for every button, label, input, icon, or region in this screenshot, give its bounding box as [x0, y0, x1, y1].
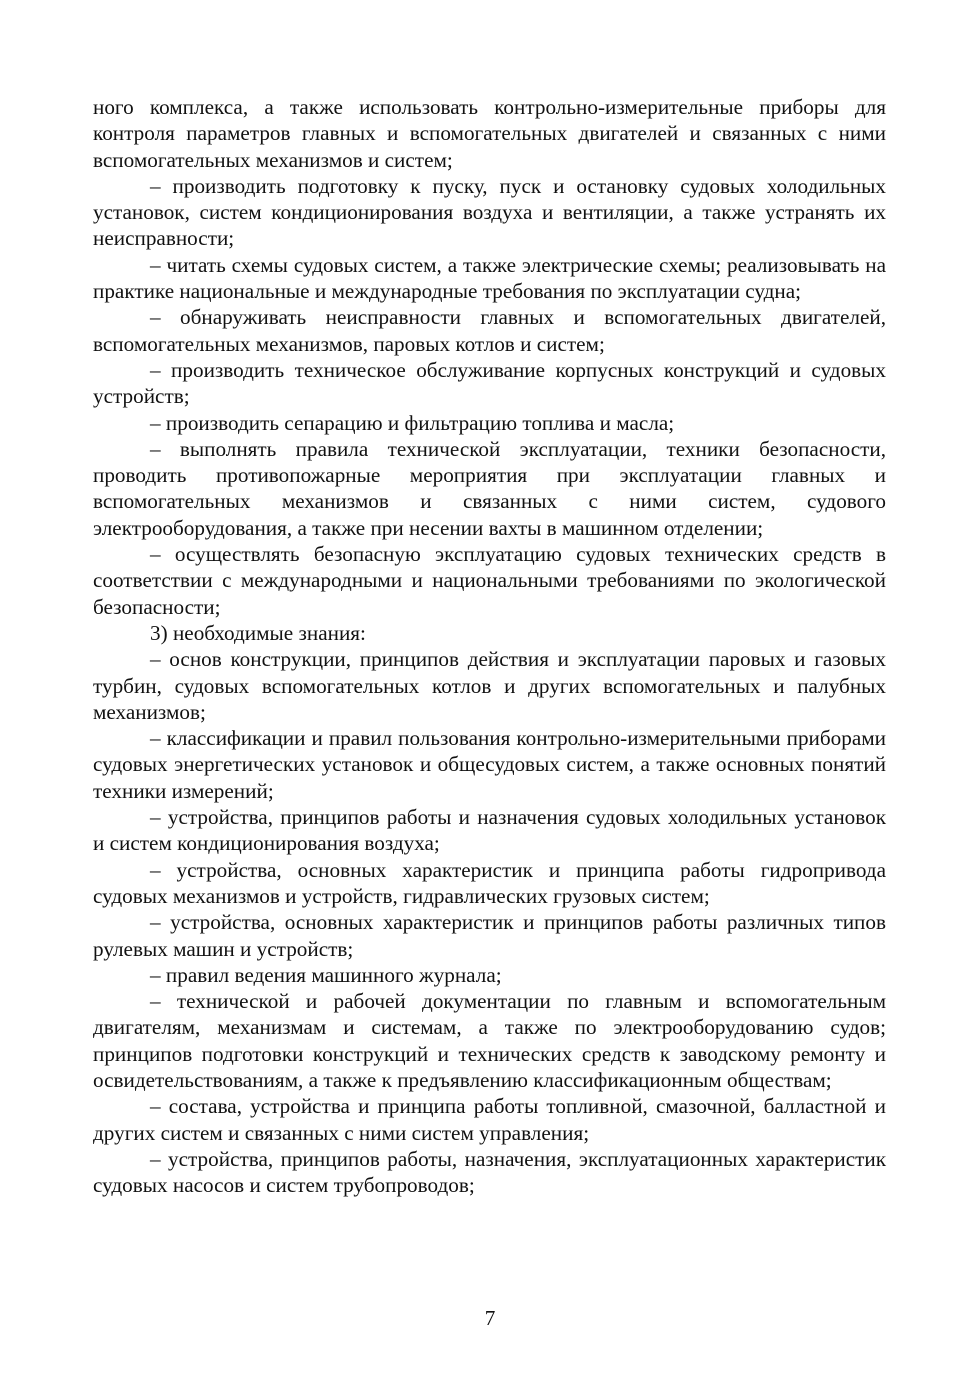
paragraph-list-item: – устройства, принципов работы и назначения судовых холодильных установок и систем кондиционирования воздуха; — [93, 805, 886, 856]
paragraph-list-item: – устройства, основных характеристик и принципа работы гидропривода судовых механизмов и устройств, гидравлических грузовых систем; — [93, 857, 886, 908]
paragraph-list-item: – классификации и правил пользования контрольно-измерительными приборами судовых энергетических установок и общесудовых систем, а также основных понятий техники измерений; — [93, 726, 886, 803]
page-body — [93, 94, 886, 1198]
paragraph-list-item: – производить техническое обслуживание корпусных конструкций и судовых устройств; — [93, 357, 886, 409]
paragraph-list-item: – основ конструкции, принципов действия и эксплуатации паровых и газовых турбин, судовых вспомогательных котлов и других вспомогательных и палубных механизмов; — [93, 647, 886, 724]
section-heading-knowledge: 3) необходимые знания: — [150, 620, 366, 645]
paragraph-list-item: – обнаруживать неисправности главных и вспомогательных двигателей, вспомогательных механизмов, паровых котлов и систем; — [93, 305, 886, 356]
paragraph-list-item: – осуществлять безопасную эксплуатацию судовых технических средств в соответствии с международными и национальными требованиями по экологической безопасности; — [93, 542, 886, 619]
paragraph-list-item: – технической и рабочей документации по главным и вспомогательным двигателям, механизмам и системам, а также по электрооборудованию судов; принципов подготовки конструкций и технических средств к заводскому ремонту и освидетельствованиям, а также к предъявлению классификационным обществам; — [93, 989, 886, 1092]
paragraph-list-item: – правил ведения машинного журнала; — [150, 962, 502, 987]
paragraph-list-item: – читать схемы судовых систем, а также электрические схемы; реализовывать на практике национальные и международные требования по эксплуатации судна; — [93, 252, 886, 304]
paragraph-list-item: – производить подготовку к пуску, пуск и остановку судовых холодильных установок, систем кондиционирования воздуха и вентиляции, а также устранять их неисправности; — [93, 173, 886, 251]
page-number: 7 — [484, 1306, 496, 1330]
paragraph-continuation: ного комплекса, а также использовать контрольно-измерительные приборы для контроля параметров главных и вспомогательных двигателей и связанных с ними вспомогательных механизмов и систем; — [93, 95, 886, 172]
paragraph-list-item: – состава, устройства и принципа работы топливной, смазочной, балластной и других систем и связанных с ними систем управления; — [93, 1094, 886, 1145]
paragraph-list-item: – устройства, принципов работы, назначения, эксплуатационных характеристик судовых насосов и систем трубопроводов; — [93, 1146, 886, 1198]
paragraph-list-item: – устройства, основных характеристик и принципов работы различных типов рулевых машин и устройств; — [93, 910, 886, 961]
paragraph-list-item: – выполнять правила технической эксплуатации, техники безопасности, проводить противопожарные мероприятия при эксплуатации главных и вспомогательных механизмов и связанных с ними систем, судового электрооборудования, а также при несении вахты в машинном отделении; — [93, 436, 886, 540]
paragraph-list-item: – производить сепарацию и фильтрацию топлива и масла; — [150, 410, 675, 435]
